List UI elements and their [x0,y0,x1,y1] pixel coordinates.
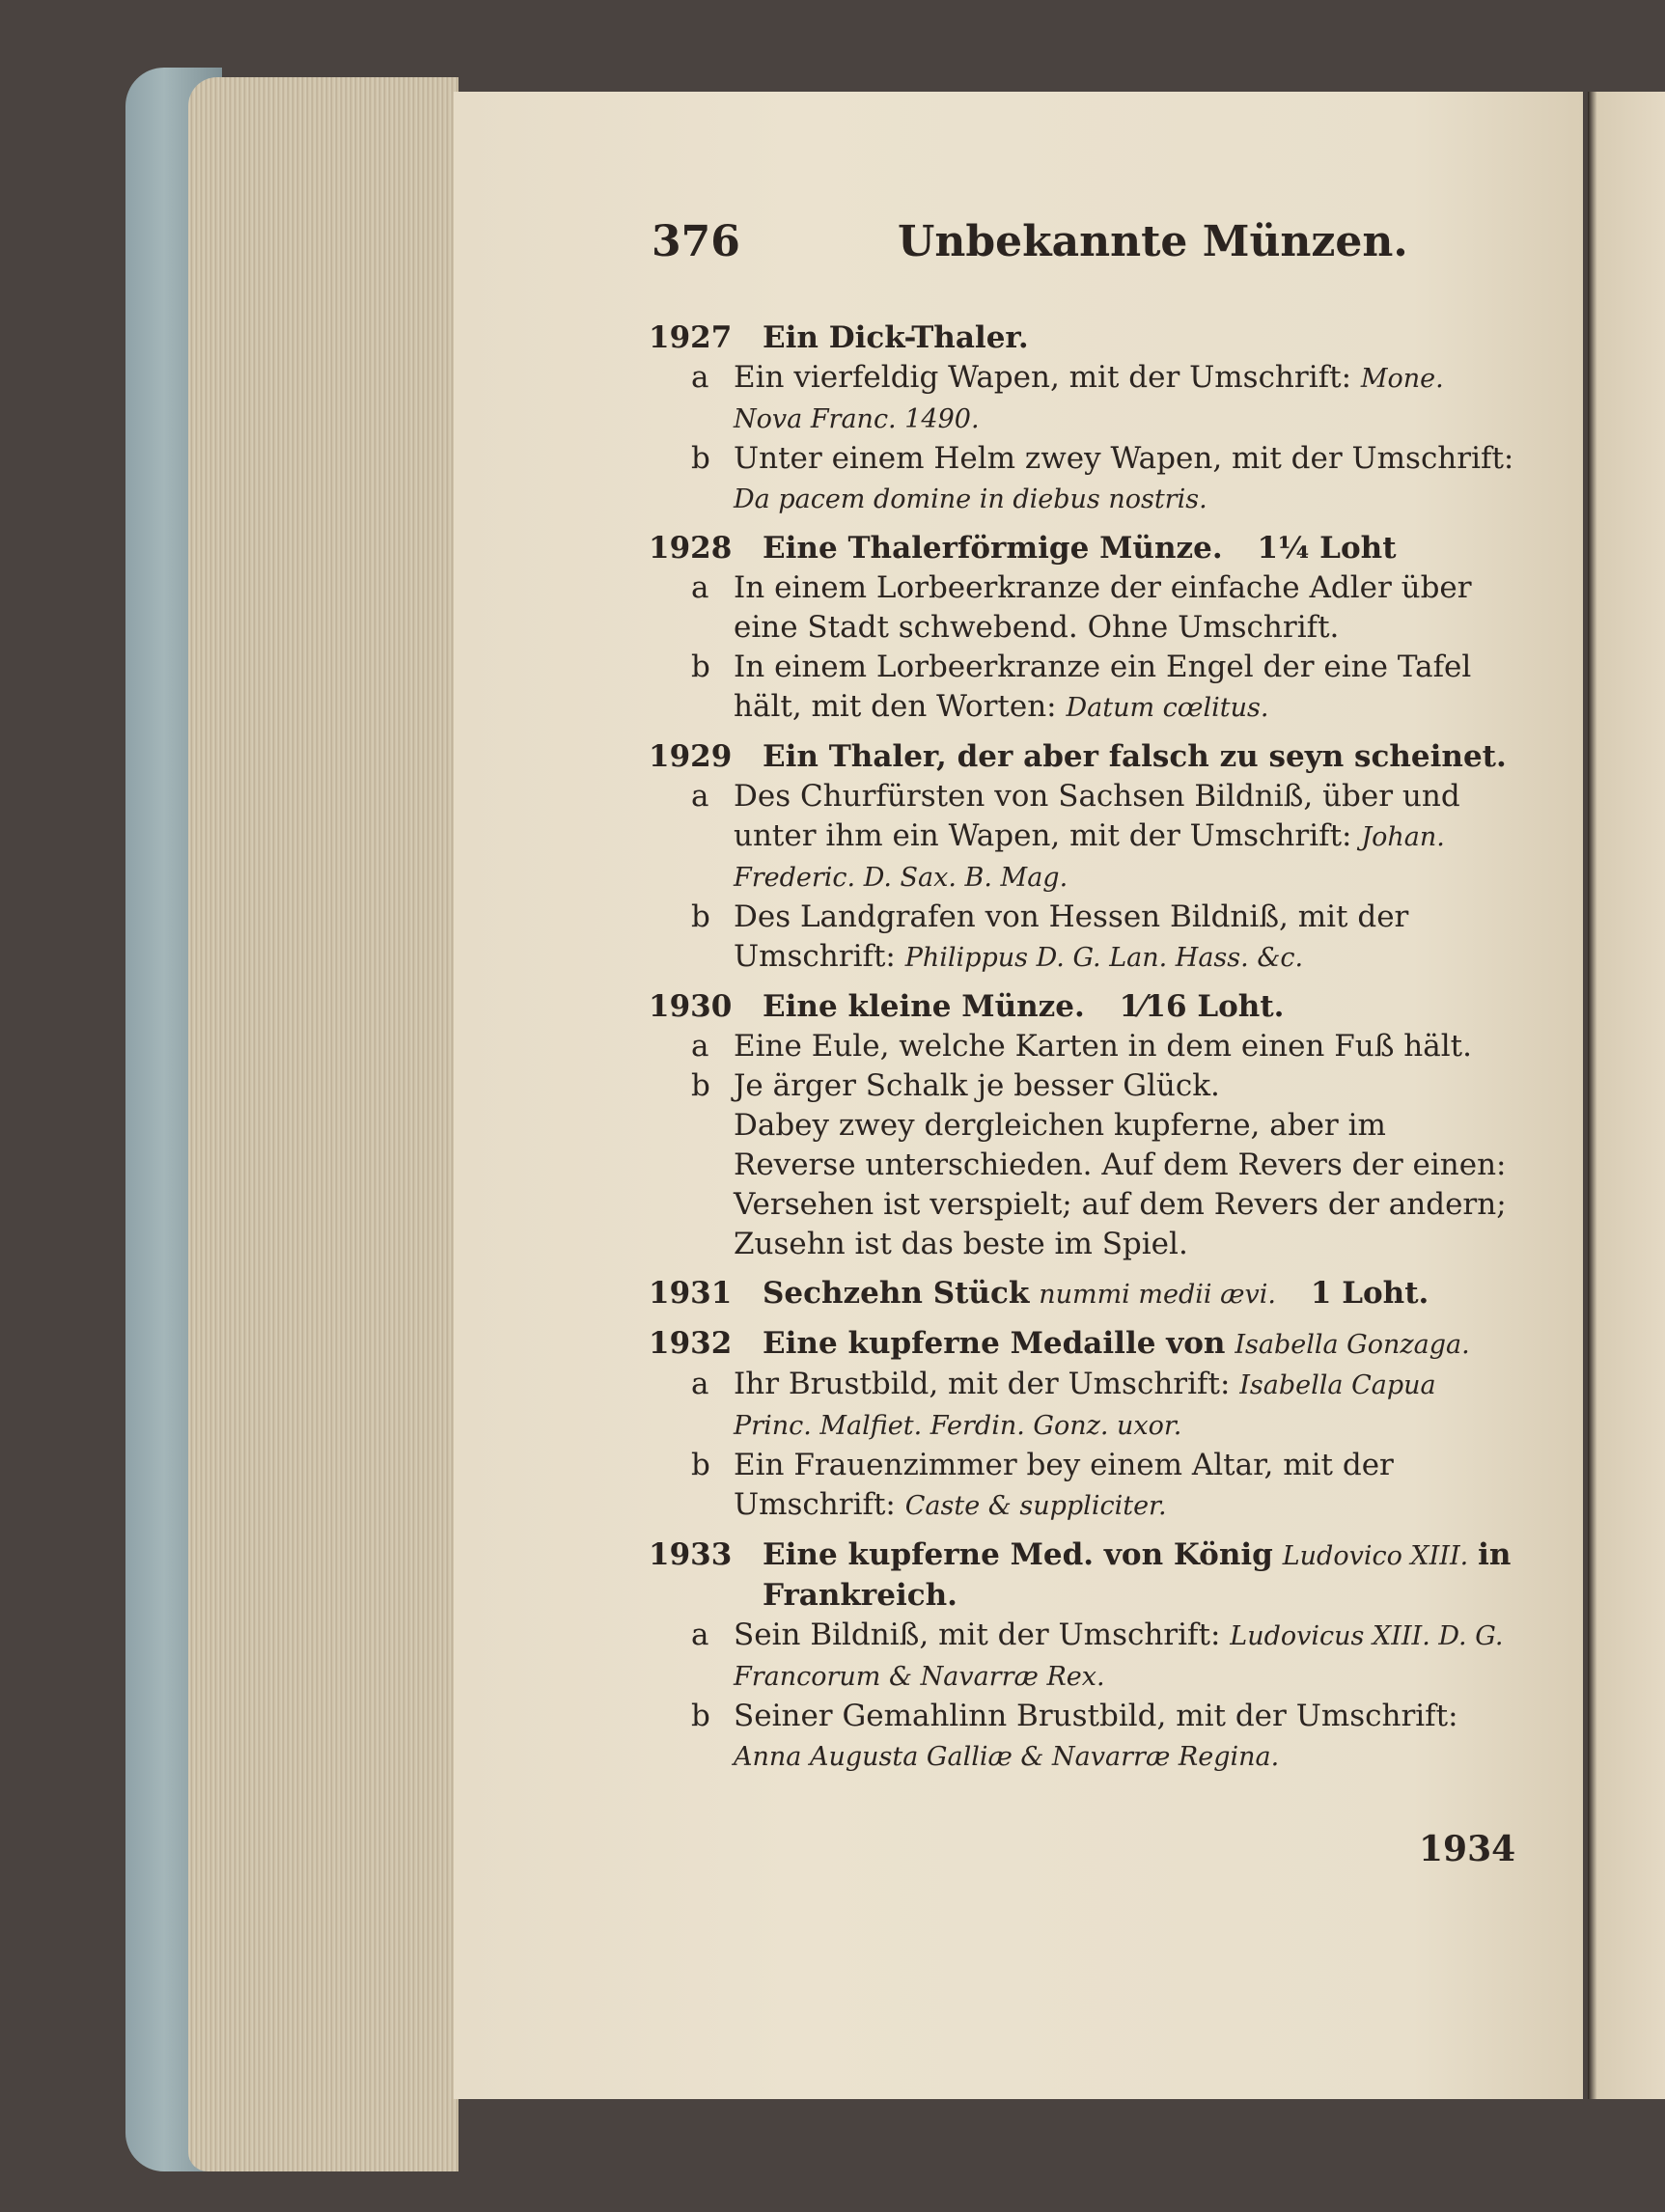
item-text: Unter einem Helm zwey Wapen, mit der Umschrift: [734,441,1514,476]
item-text: In einem Lorbeerkranze ein Engel der eine Tafel hält, mit den Worten: [734,650,1472,724]
entry-number: 1931 [649,1276,733,1311]
item-text: Des Churfürsten von Sachsen Bildniß, über und unter ihm ein Wapen, mit der Umschrift: [734,779,1460,853]
item-text: Eine Eule, welche Karten in dem einen Fuß hält. [734,1029,1472,1064]
item-latin: Anna Augusta Galliæ & Navarræ Regina. [734,1742,1280,1772]
item-label: a [691,779,709,814]
entry-number: 1930 [649,989,733,1024]
item-text: Des Landgrafen von Hessen Bildniß, mit der Umschrift: [734,899,1409,974]
entry-number: 1927 [649,320,733,355]
page-content [649,318,1517,1786]
entry [649,529,1517,728]
entry-item [649,1027,1517,1066]
entry [649,1274,1517,1314]
entry [649,737,1517,978]
page-edges [188,77,458,2171]
entry-item [649,898,1517,978]
item-text: Ein vierfeldig Wapen, mit der Umschrift: [734,360,1352,395]
item-text: Sein Bildniß, mit der Umschrift: [734,1618,1221,1652]
entry-weight: 1⁄16 Loht. [1119,989,1285,1024]
entry-number: 1929 [649,739,733,774]
entry [649,987,1517,1264]
item-latin: Johan. Frederic. D. Sax. B. Mag. [734,822,1445,893]
entry-title: Eine kupferne Medaille von [763,1326,1226,1361]
item-text: Ein Frauenzimmer bey einem Altar, mit der Umschrift: [734,1448,1394,1522]
entry-weight: 1 Loht. [1310,1276,1429,1311]
entry-item [649,1066,1517,1106]
entry-head [649,1535,1517,1616]
entry-title: Eine kleine Münze. [763,989,1085,1024]
entry-title-latin: nummi medii ævi. [1039,1280,1276,1310]
item-latin: Datum cœlitus. [1066,693,1269,723]
entry-item [649,358,1517,439]
facing-page-edge [1588,92,1665,2099]
entry [649,318,1517,519]
entry-title: Eine Thalerförmige Münze. [763,531,1223,566]
item-label: a [691,1367,709,1401]
catchword: 1934 [1419,1829,1516,1869]
item-label: b [691,650,710,684]
entry-head [649,1324,1517,1365]
entry-head [649,737,1517,777]
item-label: a [691,570,709,605]
item-text: Seiner Gemahlinn Brustbild, mit der Umschrift: [734,1699,1458,1733]
entry-head [649,1274,1517,1314]
entry-item [649,1616,1517,1697]
item-label: a [691,360,709,395]
entry-head [649,318,1517,358]
entry-item [649,1697,1517,1777]
item-latin: Philippus D. G. Lan. Hass. &c. [904,943,1304,973]
entry-weight: 1¼ Loht [1257,531,1397,566]
item-latin: Caste & suppliciter. [904,1491,1167,1521]
entry-item [649,439,1517,519]
item-latin: Ludovicus XIII. D. G. Francorum & Navarræ Rex. [734,1621,1504,1692]
entry-number: 1928 [649,531,733,566]
item-label: b [691,899,710,934]
entry-title-latin: Ludovico XIII. [1282,1541,1469,1571]
entry [649,1324,1517,1526]
entry-head [649,529,1517,568]
entry-title: Ein Thaler, der aber falsch zu seyn scheinet. [763,739,1507,774]
item-latin: Da pacem domine in diebus nostris. [734,484,1207,514]
entry-item [649,648,1517,728]
entry-head [649,987,1517,1027]
item-label: b [691,1699,710,1733]
item-text: Ihr Brustbild, mit der Umschrift: [734,1367,1231,1401]
item-label: a [691,1618,709,1652]
entry-note: Dabey zwey dergleichen kupferne, aber im Reverse unterschieden. Auf dem Revers der einen: Versehen ist verspielt; auf dem Revers der andern; Zusehn ist das beste im Spiel. [734,1108,1507,1261]
entry [649,1535,1517,1777]
running-header [652,217,1520,285]
item-text: Je ärger Schalk je besser Glück. [734,1068,1220,1103]
entry-title-suffix: in Frankreich. [763,1537,1512,1613]
item-label: a [691,1029,709,1064]
item-text: In einem Lorbeerkranze der einfache Adler über eine Stadt schwebend. Ohne Umschrift. [734,570,1472,645]
entry-title: Ein Dick-Thaler. [763,320,1029,355]
page-number: 376 [652,217,740,266]
entry-title: Sechzehn Stück [763,1276,1030,1311]
entry-item [649,777,1517,898]
entry-item [649,568,1517,648]
item-latin: Mone. Nova Franc. 1490. [734,364,1444,434]
item-label: b [691,441,710,476]
entry-title: Eine kupferne Med. von König [763,1537,1273,1572]
entry-item [649,1446,1517,1526]
entry-title-latin: Isabella Gonzaga. [1235,1330,1470,1360]
entry-item [649,1365,1517,1446]
item-latin: Isabella Capua Princ. Malfiet. Ferdin. Gonz. uxor. [734,1370,1436,1441]
running-title: Unbekannte Münzen. [898,217,1408,266]
item-label: b [691,1448,710,1482]
item-label: b [691,1068,710,1103]
entry-number: 1933 [649,1537,733,1572]
entry-number: 1932 [649,1326,733,1361]
